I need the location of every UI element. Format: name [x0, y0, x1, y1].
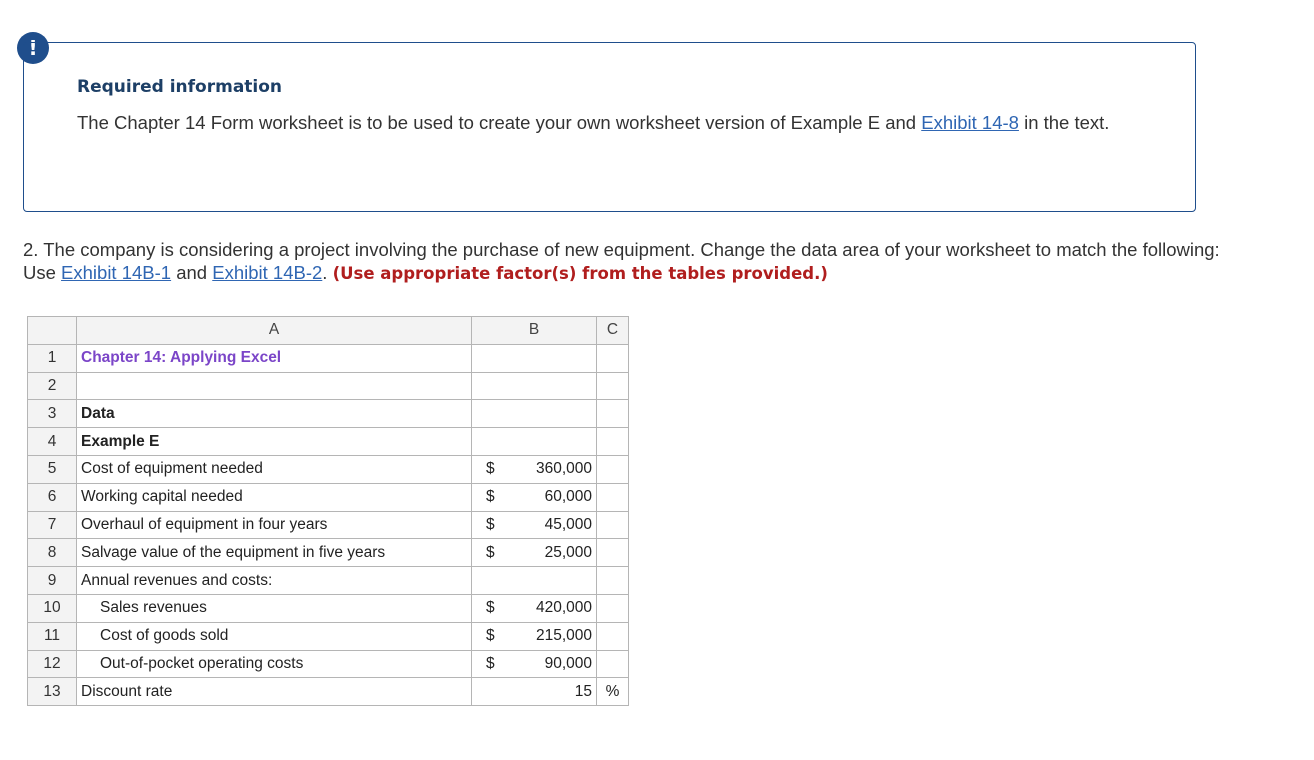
exhibit-14-8-link[interactable]: Exhibit 14-8: [921, 112, 1019, 133]
row-number: 6: [28, 483, 77, 511]
row-number: 9: [28, 567, 77, 595]
table-row: [28, 428, 629, 456]
row-number: 10: [28, 594, 77, 622]
cell-unit: [597, 483, 629, 511]
value-amount: 15: [574, 682, 592, 700]
cell-unit: [597, 539, 629, 567]
question-text-start: 2. The company is considering a project involving the purchase of new equipment. Change the data area of your worksheet to match the following: Use: [23, 239, 1220, 283]
row-number: 11: [28, 622, 77, 650]
cell-unit: [597, 511, 629, 539]
cell-unit: [597, 344, 629, 372]
cell-unit: [597, 372, 629, 400]
table-row: [28, 567, 629, 595]
worksheet-table: [27, 316, 629, 706]
exhibit-14b-1-link[interactable]: Exhibit 14B-1: [61, 262, 172, 283]
cell-unit: %: [597, 678, 629, 706]
cell-value: [472, 650, 597, 678]
table-row: [28, 483, 629, 511]
row-number: 12: [28, 650, 77, 678]
info-text-start: The Chapter 14 Form worksheet is to be used to create your own worksheet version of Example E and: [77, 112, 922, 133]
table-row: [28, 511, 629, 539]
cell-label: Annual revenues and costs:: [77, 567, 472, 595]
value-amount: 360,000: [535, 460, 592, 478]
currency-symbol: $: [486, 654, 495, 672]
cell-unit: [597, 400, 629, 428]
cell-unit: [597, 455, 629, 483]
table-row: [28, 400, 629, 428]
table-row: [28, 344, 629, 372]
value-amount: 420,000: [535, 599, 592, 617]
cell-label: Data: [77, 400, 472, 428]
table-row: [28, 678, 629, 706]
cell-value: [472, 455, 597, 483]
value-amount: 215,000: [535, 627, 592, 645]
cell-label: Cost of goods sold: [77, 622, 472, 650]
cell-label: Overhaul of equipment in four years: [77, 511, 472, 539]
info-title: Required information: [77, 77, 283, 97]
column-header-a: A: [77, 317, 472, 345]
cell-unit: [597, 567, 629, 595]
question-period: .: [322, 262, 333, 283]
cell-label: Out-of-pocket operating costs: [77, 650, 472, 678]
table-row: [28, 594, 629, 622]
column-header-row: [28, 317, 629, 345]
cell-unit: [597, 594, 629, 622]
cell-value: [472, 483, 597, 511]
row-number: 8: [28, 539, 77, 567]
required-information-box: [23, 42, 1196, 212]
row-number: 7: [28, 511, 77, 539]
cell-label: Salvage value of the equipment in five years: [77, 539, 472, 567]
row-number: 1: [28, 344, 77, 372]
cell-unit: [597, 622, 629, 650]
cell-value: [472, 372, 597, 400]
currency-symbol: $: [486, 627, 495, 645]
cell-value: [472, 594, 597, 622]
table-row: [28, 372, 629, 400]
cell-unit: [597, 650, 629, 678]
cell-value: [472, 567, 597, 595]
cell-value: [472, 539, 597, 567]
corner-cell: [28, 317, 77, 345]
info-text-end: in the text.: [1018, 112, 1110, 133]
cell-label: [77, 372, 472, 400]
value-amount: 90,000: [544, 654, 592, 672]
question-text: [23, 238, 1243, 285]
cell-value: [472, 400, 597, 428]
row-number: 3: [28, 400, 77, 428]
currency-symbol: $: [486, 599, 495, 617]
currency-symbol: $: [486, 515, 495, 533]
cell-label: Cost of equipment needed: [77, 455, 472, 483]
cell-label: Sales revenues: [77, 594, 472, 622]
row-number: 4: [28, 428, 77, 456]
alert-icon: !: [17, 32, 49, 64]
value-amount: 60,000: [544, 488, 592, 506]
cell-value: [472, 511, 597, 539]
row-number: 5: [28, 455, 77, 483]
cell-label: Working capital needed: [77, 483, 472, 511]
question-instruction: (Use appropriate factor(s) from the tables provided.): [332, 264, 828, 283]
question-and: and: [171, 262, 213, 283]
cell-value: [472, 678, 597, 706]
row-number: 13: [28, 678, 77, 706]
currency-symbol: $: [486, 543, 495, 561]
info-text: [77, 111, 1157, 134]
column-header-b: B: [472, 317, 597, 345]
exhibit-14b-2-link[interactable]: Exhibit 14B-2: [212, 262, 323, 283]
table-row: [28, 455, 629, 483]
table-row: [28, 539, 629, 567]
table-row: [28, 650, 629, 678]
cell-label: Chapter 14: Applying Excel: [77, 344, 472, 372]
cell-unit: [597, 428, 629, 456]
column-header-c: C: [597, 317, 629, 345]
table-row: [28, 622, 629, 650]
cell-value: [472, 344, 597, 372]
cell-value: [472, 428, 597, 456]
row-number: 2: [28, 372, 77, 400]
cell-value: [472, 622, 597, 650]
value-amount: 45,000: [544, 515, 592, 533]
cell-label: Example E: [77, 428, 472, 456]
value-amount: 25,000: [544, 543, 592, 561]
currency-symbol: $: [486, 460, 495, 478]
cell-label: Discount rate: [77, 678, 472, 706]
currency-symbol: $: [486, 488, 495, 506]
